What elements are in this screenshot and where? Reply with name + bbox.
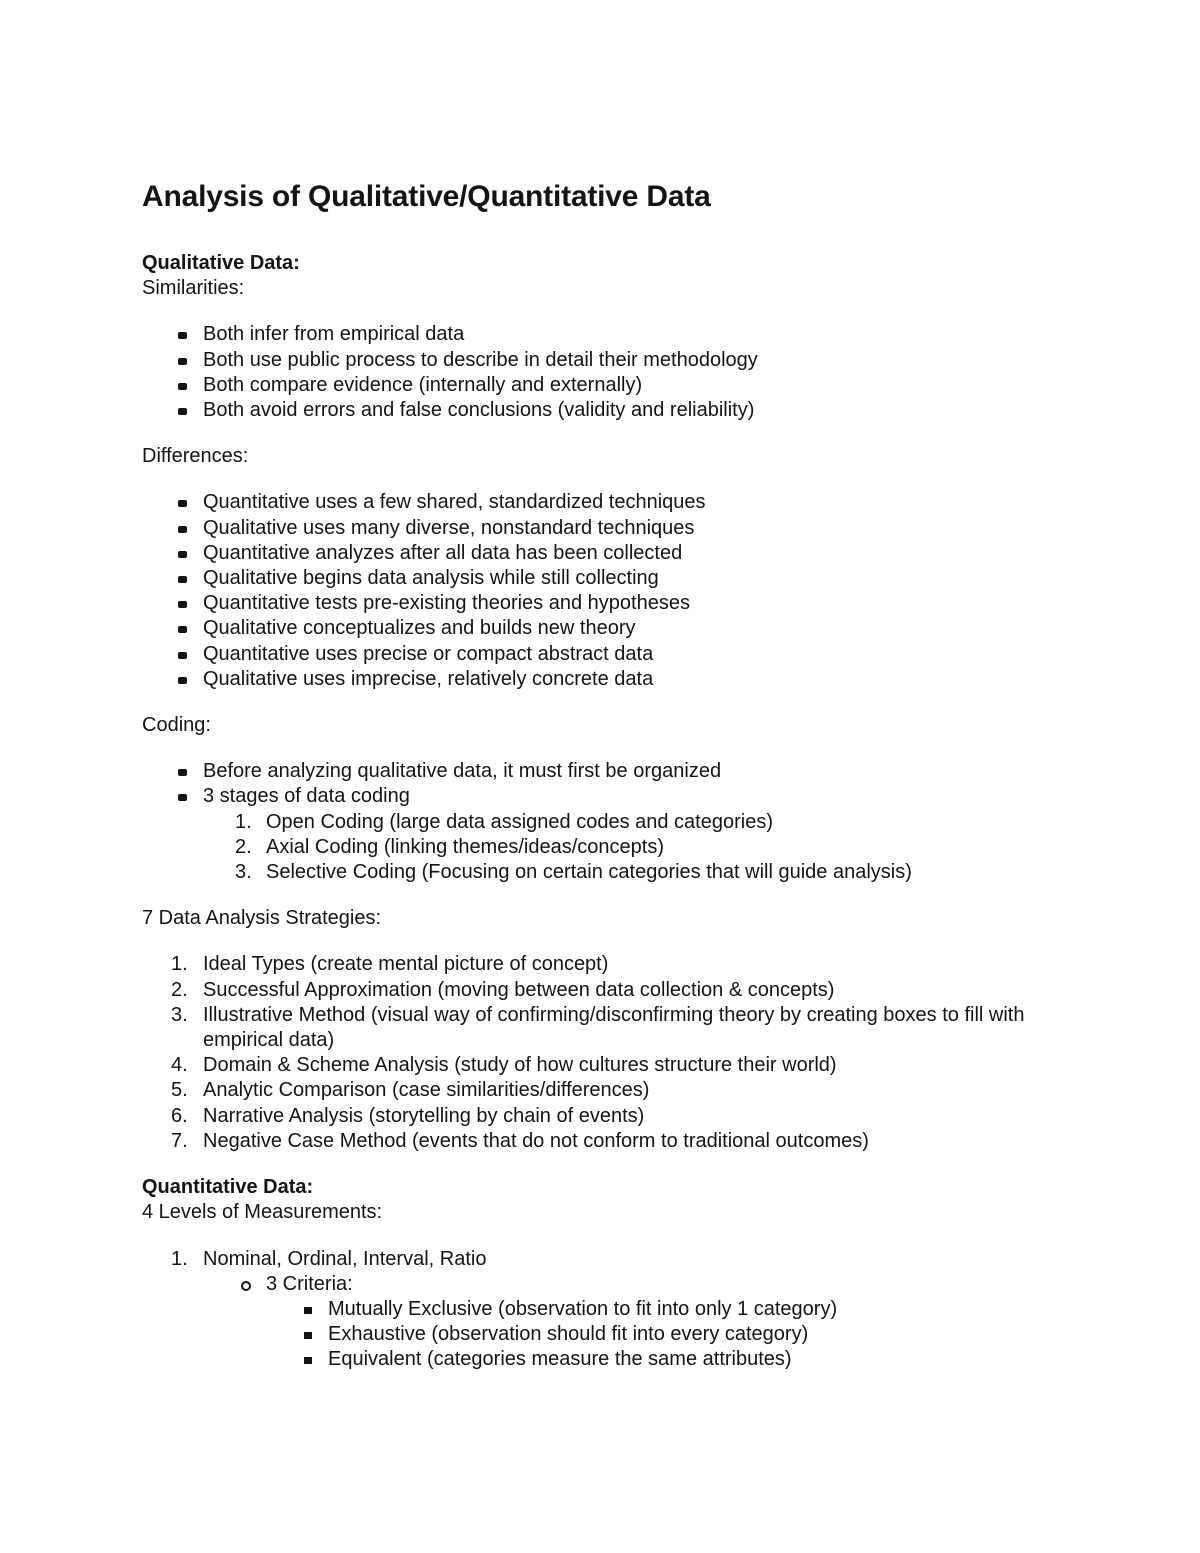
list-number: 5. — [171, 1079, 188, 1102]
bullet-icon — [178, 677, 187, 684]
levels-list — [142, 1247, 1102, 1373]
bullet-icon — [178, 408, 187, 415]
square-bullet-icon — [304, 1307, 312, 1314]
list-item: Before analyzing qualitative data, it must first be organized — [142, 759, 1102, 784]
list-item: Both compare evidence (internally and externally) — [142, 373, 1102, 398]
document-title: Analysis of Qualitative/Quantitative Data — [142, 180, 711, 213]
list-number: 3. — [235, 861, 252, 884]
list-item: Quantitative tests pre-existing theories and hypotheses — [142, 591, 1102, 616]
list-number: 1. — [171, 953, 188, 976]
list-number: 4. — [171, 1054, 188, 1077]
bullet-icon — [178, 769, 187, 776]
bullet-icon — [178, 626, 187, 633]
coding-stages-list — [203, 810, 1102, 886]
list-number: 1. — [171, 1247, 188, 1270]
list-item: Both avoid errors and false conclusions (validity and reliability) — [142, 398, 1102, 423]
levels-label: 4 Levels of Measurements: — [142, 1201, 383, 1224]
list-item: Exhaustive (observation should fit into every category) — [266, 1322, 1102, 1347]
bullet-icon — [178, 794, 187, 801]
quantitative-heading: Quantitative Data: — [142, 1176, 314, 1199]
list-item: 3. Illustrative Method (visual way of confirming/disconfirming theory by creating boxes to fill with empirical data) — [171, 1003, 1025, 1052]
similarities-label: Similarities: — [142, 277, 245, 300]
list-item: Both use public process to describe in detail their methodology — [142, 348, 1102, 373]
qualitative-heading: Qualitative Data: — [142, 252, 300, 274]
list-item: 1. Nominal, Ordinal, Interval, Ratio — [142, 1247, 1102, 1272]
differences-list — [142, 490, 1102, 692]
list-item: Qualitative begins data analysis while still collecting — [142, 566, 1102, 591]
bullet-icon — [178, 601, 187, 608]
circle-bullet-icon — [241, 1281, 251, 1291]
list-number: 2. — [171, 978, 188, 1001]
list-item: Quantitative analyzes after all data has been collected — [142, 541, 1102, 566]
coding-label: Coding: — [142, 714, 211, 737]
list-item: Mutually Exclusive (observation to fit into only 1 category) — [266, 1297, 1102, 1322]
square-bullet-icon — [304, 1332, 312, 1339]
list-number: 2. — [235, 835, 252, 858]
strategies-label: 7 Data Analysis Strategies: — [142, 907, 382, 930]
bullet-icon — [178, 358, 187, 365]
list-item: 3. Selective Coding (Focusing on certain categories that will guide analysis) — [142, 860, 1102, 885]
strategies-list — [142, 952, 1102, 1154]
document-page — [142, 178, 1102, 1394]
list-item: 7. Negative Case Method (events that do not conform to traditional outcomes) — [142, 1129, 1102, 1154]
list-item: 6. Narrative Analysis (storytelling by chain of events) — [142, 1104, 1102, 1129]
list-number: 3. — [171, 1003, 188, 1026]
list-item: 2. Axial Coding (linking themes/ideas/concepts) — [142, 835, 1102, 860]
list-number: 7. — [171, 1129, 188, 1152]
list-item: 1. Open Coding (large data assigned codes and categories) — [142, 810, 1102, 835]
list-item: 5. Analytic Comparison (case similarities/differences) — [142, 1078, 1102, 1103]
list-number: 1. — [235, 810, 252, 833]
list-item: 2. Successful Approximation (moving between data collection & concepts) — [142, 978, 1102, 1003]
list-item: 3 Criteria: — [203, 1272, 1102, 1297]
list-number: 6. — [171, 1104, 188, 1127]
bullet-icon — [178, 551, 187, 558]
list-item: Quantitative uses a few shared, standardized techniques — [142, 490, 1102, 515]
list-item: Equivalent (categories measure the same attributes) — [266, 1347, 1102, 1372]
list-item: 4. Domain & Scheme Analysis (study of how cultures structure their world) — [142, 1053, 1102, 1078]
list-item: Quantitative uses precise or compact abstract data — [142, 642, 1102, 667]
bullet-icon — [178, 500, 187, 507]
coding-list — [142, 759, 1102, 885]
bullet-icon — [178, 576, 187, 583]
list-item: Qualitative uses many diverse, nonstandard techniques — [142, 516, 1102, 541]
bullet-icon — [178, 383, 187, 390]
similarities-list — [142, 322, 1102, 423]
bullet-icon — [178, 526, 187, 533]
bullet-icon — [178, 332, 187, 339]
list-item: Both infer from empirical data — [142, 322, 1102, 347]
list-item: 1. Ideal Types (create mental picture of concept) — [142, 952, 1102, 977]
list-item: 3 stages of data coding 1. Open Coding (large data assigned codes and categories) 2. Axial Coding (linking themes/ideas/concepts) 3. Selective Coding (Focusing on certain categories that will guide analysis) — [142, 784, 1102, 885]
bullet-icon — [178, 652, 187, 659]
square-bullet-icon — [304, 1357, 312, 1364]
list-item: Qualitative uses imprecise, relatively concrete data — [142, 667, 1102, 692]
differences-label: Differences: — [142, 445, 249, 468]
list-item: Qualitative conceptualizes and builds new theory — [142, 616, 1102, 641]
